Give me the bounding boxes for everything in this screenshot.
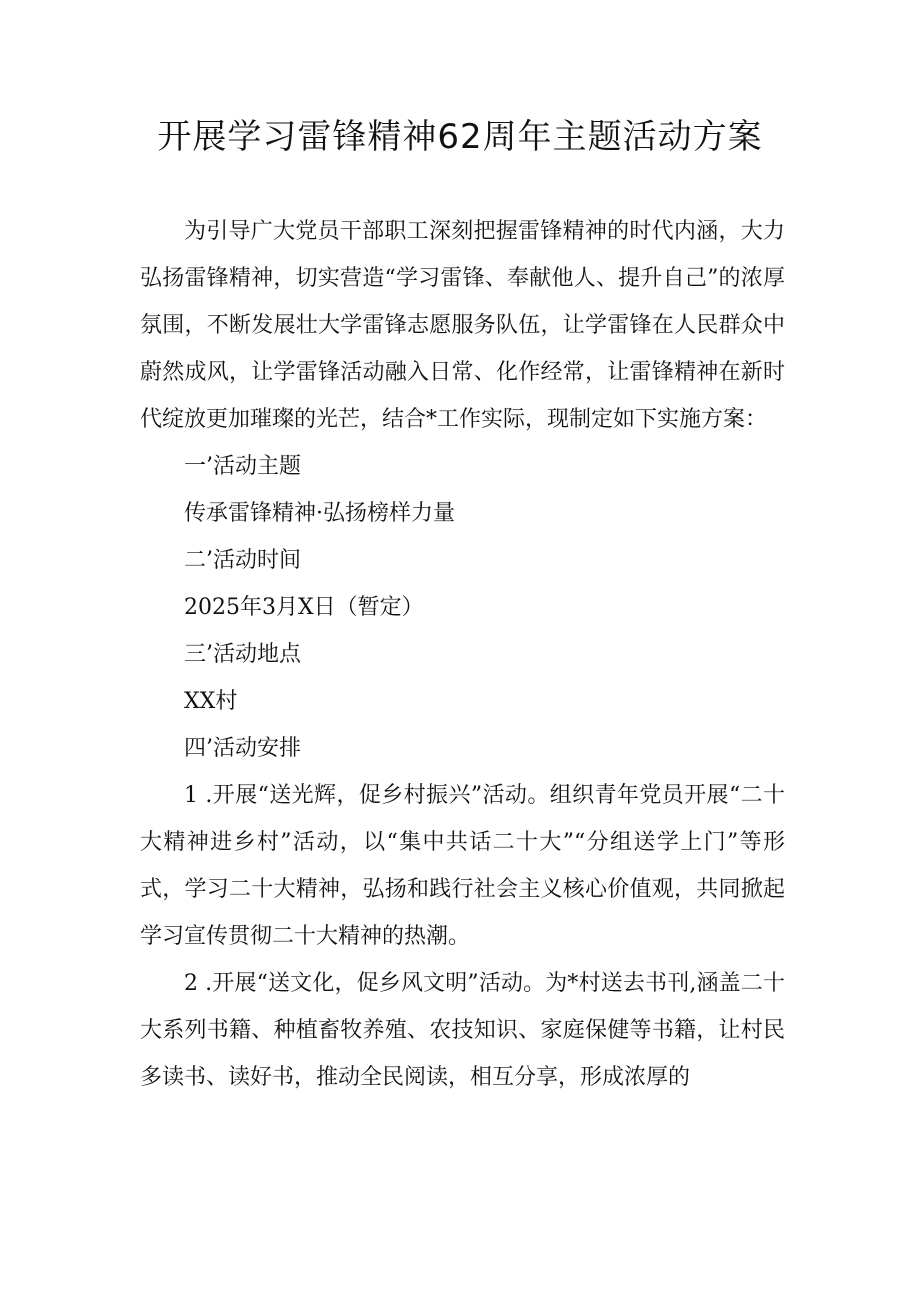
section-content-time: 2025年3月X日（暂定） xyxy=(184,595,424,620)
document-title: 开展学习雷锋精神62周年主题活动方案 xyxy=(157,117,763,157)
arrangement-item-2: 2 .开展“送文化，促乡风文明”活动。为*村送去书刊,涵盖二十大系列书籍、种植畜牧养殖、农技知识、家庭保健等书籍，让村民多读书、读好书，推动全民阅读，相互分享，形成浓厚的 xyxy=(140,971,785,1090)
section-heading-arrangement: 四’活动安排 xyxy=(184,736,301,761)
section-heading-location: 三’活动地点 xyxy=(184,642,301,667)
section-heading-theme: 一’活动主题 xyxy=(184,454,301,479)
section-content-location: XX村 xyxy=(184,689,238,714)
arrangement-item-1: 1 .开展“送光辉，促乡村振兴”活动。组织青年党员开展“二十大精神进乡村”活动，以“集中共话二十大”“分组送学上门”等形式，学习二十大精神，弘扬和践行社会主义核心价值观，共同掀起学习宣传贯彻二十大精神的热潮。 xyxy=(140,783,785,949)
section-content-theme: 传承雷锋精神·弘扬榜样力量 xyxy=(184,501,455,526)
intro-paragraph: 为引导广大党员干部职工深刻把握雷锋精神的时代内涵，大力弘扬雷锋精神，切实营造“学习雷锋、奉献他人、提升自己”的浓厚氛围，不断发展壮大学雷锋志愿服务队伍，让学雷锋在人民群众中蔚然成风，让学雷锋活动融入日常、化作经常，让雷锋精神在新时代绽放更加璀璨的光芒，结合*工作实际，现制定如下实施方案： xyxy=(140,219,785,432)
section-heading-time: 二’活动时间 xyxy=(184,548,301,573)
document-body xyxy=(140,208,785,1101)
